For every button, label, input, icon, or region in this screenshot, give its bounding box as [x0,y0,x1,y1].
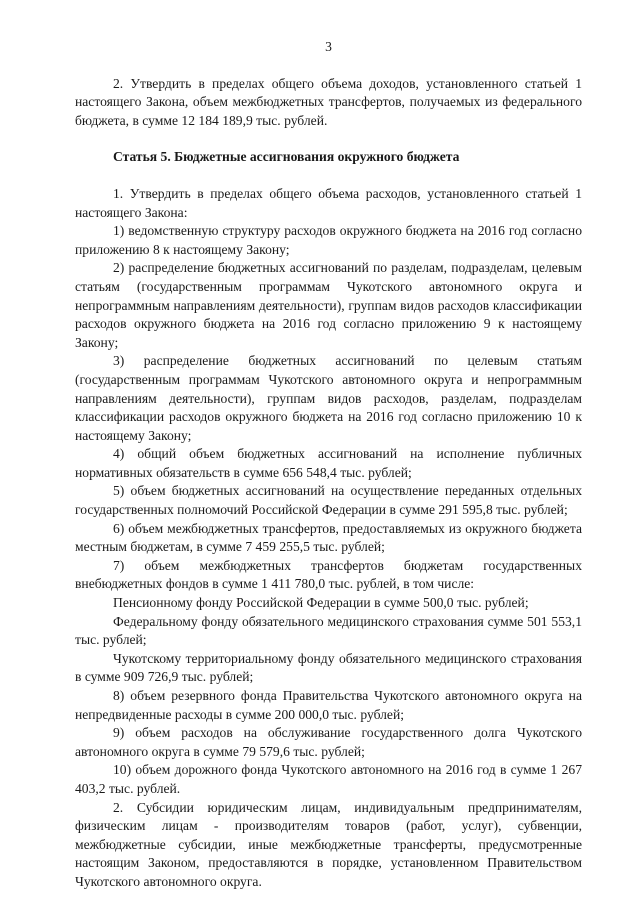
item-federal-medical-fund: Федеральному фонду обязательного медицинского страхования сумме 501 553,1 тыс. рублей; [75,613,582,648]
item-debt-service: 9) объем расходов на обслуживание государственного долга Чукотского автономного округа в сумме 79 579,6 тыс. рублей; [75,725,582,759]
item-delegated-powers: 5) объем бюджетных ассигнований на осуществление переданных отдельных государственных полномочий Российской Федерации в сумме 291 595,8 тыс. рублей; [75,483,582,518]
item-road-fund: 10) объем дорожного фонда Чукотского автономного на 2016 год в сумме 1 267 403,2 тыс. рублей. [75,762,582,796]
item-allocation-sections: 2) распределение бюджетных ассигнований по разделам, подразделам, целевым статьям (государственным программам Чукотского автономного округа и непрограммным направлениям деятельности), группам видов расходов классификации расходов окружного бюджета на 2016 год согласно приложению 9 к настоящему Закону; [75,260,582,350]
item-pension-fund: Пенсионному фонду Российской Федерации в сумме 500,0 тыс. рублей; [113,595,529,611]
spacer [75,130,582,148]
paragraph-transfers-federal: 2. Утвердить в пределах общего объема доходов, установленного статьей 1 настоящего Закона, объем межбюджетных трансфертов, получаемых из федерального бюджета, в сумме 12 184 189,9 тыс. рублей. [75,75,582,128]
article-heading: Статья 5. Бюджетные ассигнования окружного бюджета [113,149,460,165]
item-1-intro: 1. Утвердить в пределах общего объема расходов, установленного статьей 1 настоящего Закона: [75,185,582,220]
spacer [75,167,582,185]
item-reserve-fund: 8) объем резервного фонда Правительства Чукотского автономного округа на непредвиденные расходы в сумме 200 000,0 тыс. рублей; [75,688,582,722]
item-allocation-target: 3) распределение бюджетных ассигнований по целевым статьям (государственным программам Чукотского автономного округа и непрограммным направлениям деятельности), группам видов расходов, разделам, подразделам классификации расходов окружного бюджета на 2016 год согласно приложению 10 к настоящему Закону; [75,353,582,443]
item-department-structure: 1) ведомственную структуру расходов окружного бюджета на 2016 год согласно приложению 8 к настоящему Закону; [75,223,582,257]
item-public-obligations: 4) общий объем бюджетных ассигнований на исполнение публичных нормативных обязательств в сумме 656 548,4 тыс. рублей; [75,446,582,480]
item-local-transfers: 6) объем межбюджетных трансфертов, предоставляемых из окружного бюджета местным бюджетам, в сумме 7 459 255,5 тыс. рублей; [75,520,582,555]
item-territorial-medical-fund: Чукотскому территориальному фонду обязательного медицинского страхования в сумме 909 726,9 тыс. рублей; [75,650,582,685]
item-subsidies: 2. Субсидии юридическим лицам, индивидуальным предпринимателям, физическим лицам - производителям товаров (работ, услуг), субвенции, межбюджетные субсидии, иные межбюджетные трансферты, предусмотренные настоящим Законом, предоставляются в порядке, установленном Правительством Чукотского автономного округа. [75,799,582,889]
item-extrabudgetary-funds: 7) объем межбюджетных трансфертов бюджетам государственных внебюджетных фондов в сумме 1 411 780,0 тыс. рублей, в том числе: [75,557,582,592]
page-number: 3 [325,39,332,54]
